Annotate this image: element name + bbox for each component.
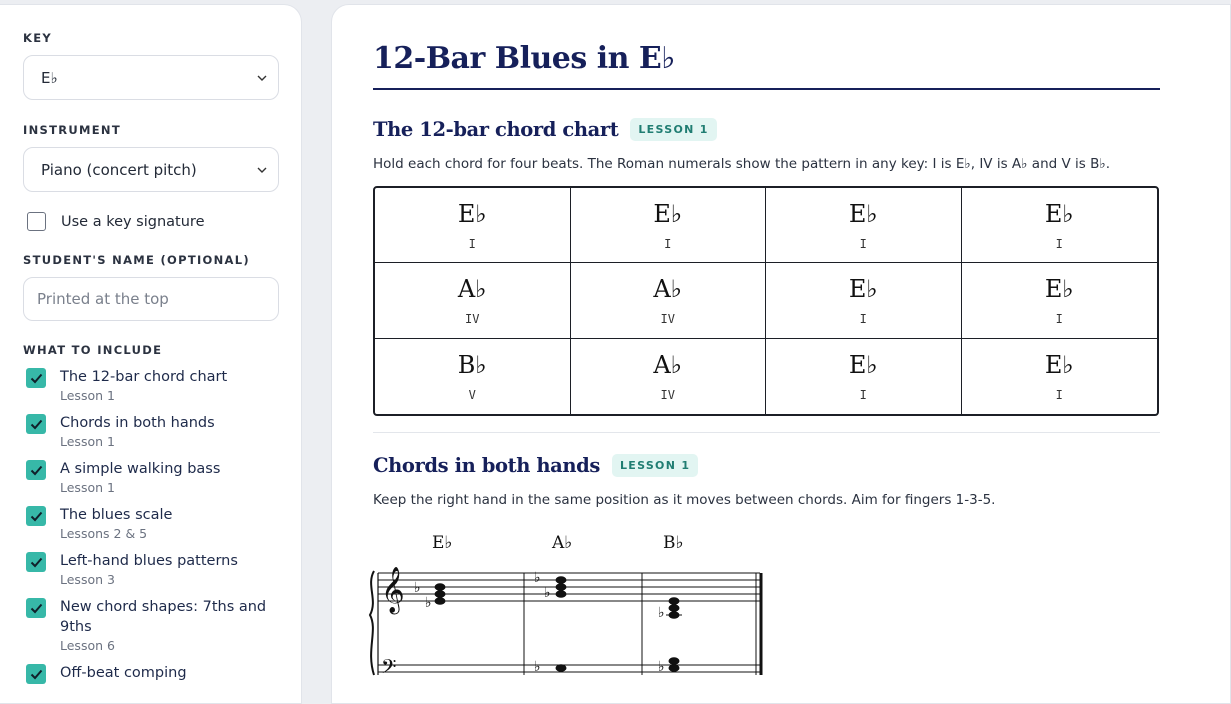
- bar-cell: [375, 188, 571, 263]
- include-item-off-beat-comping[interactable]: [23, 663, 279, 684]
- treble-clef-icon: 𝄞: [381, 567, 405, 613]
- include-item-title: Left-hand blues patterns: [60, 553, 238, 569]
- section-description: Keep the right hand in the same position as it moves between chords. Aim for fingers 1-3-5.: [373, 492, 996, 508]
- bar-numeral: I: [664, 237, 672, 252]
- include-item-title: Chords in both hands: [60, 415, 215, 431]
- bar-chord: E♭: [848, 275, 878, 304]
- include-item-left-hand-patterns[interactable]: [23, 551, 279, 588]
- bar-chord: E♭: [1044, 275, 1074, 304]
- bar-cell: [962, 339, 1158, 414]
- check-icon: [30, 419, 43, 430]
- check-icon: [30, 373, 43, 384]
- section-heading-both-hands: [373, 454, 698, 477]
- include-item-title: The 12-bar chord chart: [60, 369, 228, 385]
- include-item-lesson: Lesson 3: [60, 572, 115, 587]
- grand-staff-notation: [368, 525, 768, 683]
- bar-cell: [571, 188, 767, 263]
- include-item-both-hands[interactable]: [23, 413, 279, 450]
- svg-text:♭: ♭: [534, 659, 541, 675]
- include-checkbox[interactable]: [26, 552, 46, 572]
- check-icon: [30, 557, 43, 568]
- page-title: 12-Bar Blues in E♭: [373, 41, 675, 76]
- include-checkbox[interactable]: [26, 368, 46, 388]
- include-item-chord-chart[interactable]: [23, 367, 279, 404]
- include-item-chord-shapes[interactable]: [23, 597, 279, 654]
- key-signature-option[interactable]: [23, 212, 279, 231]
- key-select-value: E♭: [41, 68, 58, 87]
- include-item-title: The blues scale: [60, 507, 173, 523]
- instrument-select[interactable]: [23, 147, 279, 192]
- svg-text:♭: ♭: [534, 570, 541, 586]
- bar-chord: E♭: [848, 351, 878, 380]
- check-icon: [30, 511, 43, 522]
- include-label: WHAT TO INCLUDE: [23, 343, 163, 357]
- svg-text:♭: ♭: [425, 595, 432, 611]
- title-divider: [373, 88, 1160, 90]
- include-item-lesson: Lesson 6: [60, 638, 115, 653]
- include-item-title: Off-beat comping: [60, 665, 187, 681]
- bar-numeral: I: [1055, 388, 1063, 403]
- bar-chord: E♭: [1044, 200, 1074, 229]
- instrument-select-value: Piano (concert pitch): [41, 160, 197, 179]
- bar-chord: B♭: [457, 351, 487, 380]
- bar-numeral: I: [1055, 237, 1063, 252]
- bar-cell: [766, 188, 962, 263]
- lesson-badge: LESSON 1: [612, 454, 698, 477]
- sidebar: [0, 4, 302, 704]
- chord-notes: [534, 570, 567, 601]
- bar-numeral: V: [468, 388, 476, 403]
- bar-cell: [375, 263, 571, 338]
- bass-clef-icon: 𝄢: [381, 655, 397, 683]
- chord-chart-grid: [373, 186, 1159, 416]
- include-checkbox[interactable]: [26, 598, 46, 618]
- chevron-down-icon: [256, 164, 268, 176]
- include-item-title: New chord shapes: 7ths and 9ths: [60, 599, 267, 635]
- bar-cell: [962, 263, 1158, 338]
- svg-text:♭: ♭: [544, 585, 551, 601]
- bar-cell: [766, 263, 962, 338]
- section-title: The 12-bar chord chart: [373, 118, 619, 141]
- student-name-placeholder: Printed at the top: [37, 290, 169, 308]
- student-name-label: STUDENT'S NAME (OPTIONAL): [23, 253, 250, 267]
- section-divider: [373, 432, 1160, 433]
- lesson-badge: LESSON 1: [630, 118, 716, 141]
- key-signature-label: Use a key signature: [61, 213, 205, 230]
- include-item-title: A simple walking bass: [60, 461, 221, 477]
- chevron-down-icon: [256, 72, 268, 84]
- section-heading-chord-chart: [373, 118, 717, 141]
- bar-cell: [571, 339, 767, 414]
- student-name-input[interactable]: [23, 277, 279, 321]
- include-checkbox[interactable]: [26, 664, 46, 684]
- include-checkbox[interactable]: [26, 414, 46, 434]
- bar-chord: A♭: [653, 351, 683, 380]
- bar-numeral: IV: [465, 312, 480, 327]
- include-item-blues-scale[interactable]: [23, 505, 279, 542]
- notation-chord-symbol: B♭: [663, 533, 684, 553]
- include-checkbox[interactable]: [26, 460, 46, 480]
- bar-chord: E♭: [457, 200, 487, 229]
- instrument-label: INSTRUMENT: [23, 123, 121, 137]
- include-item-lesson: Lesson 1: [60, 434, 115, 449]
- bar-cell: [766, 339, 962, 414]
- bar-numeral: I: [1055, 312, 1063, 327]
- staff-brace: [370, 571, 374, 675]
- bar-numeral: I: [859, 388, 867, 403]
- include-item-lesson: Lesson 1: [60, 480, 115, 495]
- bar-numeral: IV: [660, 312, 675, 327]
- include-checkbox[interactable]: [26, 506, 46, 526]
- lesson-preview: [331, 4, 1231, 704]
- include-item-lesson: Lessons 2 & 5: [60, 526, 148, 541]
- chord-notes: [414, 580, 446, 611]
- svg-text:♭: ♭: [414, 580, 421, 596]
- svg-text:♭: ♭: [658, 659, 665, 675]
- key-select[interactable]: [23, 55, 279, 100]
- bar-numeral: I: [859, 312, 867, 327]
- notation-chord-symbol: A♭: [552, 533, 573, 553]
- bar-numeral: IV: [660, 388, 675, 403]
- check-icon: [30, 669, 43, 680]
- section-description: Hold each chord for four beats. The Roman numerals show the pattern in any key: I is E♭, IV is A♭ and V is B♭.: [373, 156, 1111, 172]
- bar-cell: [962, 188, 1158, 263]
- bar-cell: [375, 339, 571, 414]
- bar-chord: E♭: [1044, 351, 1074, 380]
- bar-chord: E♭: [653, 200, 683, 229]
- svg-text:♭: ♭: [658, 605, 665, 621]
- notation-chord-symbol: E♭: [432, 533, 453, 553]
- key-label: KEY: [23, 31, 52, 45]
- check-icon: [30, 465, 43, 476]
- bar-chord: A♭: [653, 275, 683, 304]
- bass-staff: [378, 665, 760, 672]
- bar-chord: A♭: [457, 275, 487, 304]
- include-item-walking-bass[interactable]: [23, 459, 279, 496]
- check-icon: [30, 603, 43, 614]
- include-list: [23, 367, 279, 684]
- bar-cell: [571, 263, 767, 338]
- key-signature-checkbox[interactable]: [27, 212, 46, 231]
- include-item-lesson: Lesson 1: [60, 388, 115, 403]
- section-title: Chords in both hands: [373, 454, 600, 477]
- bar-numeral: I: [468, 237, 476, 252]
- bar-numeral: I: [859, 237, 867, 252]
- bar-chord: E♭: [848, 200, 878, 229]
